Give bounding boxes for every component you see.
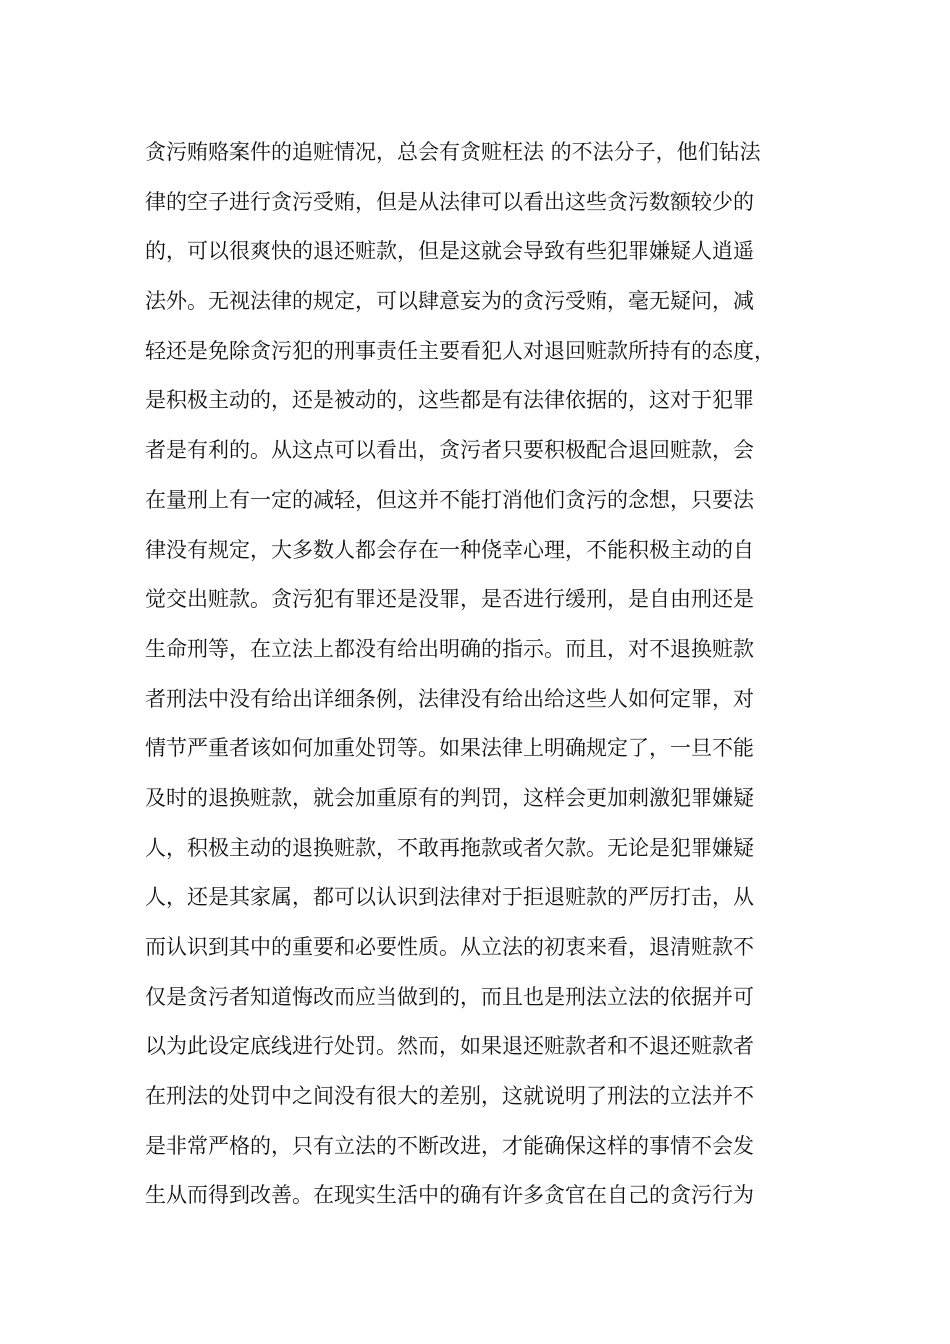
text-line: 人，还是其家属，都可以认识到法律对于拒退赃款的严厉打击，从 [145, 885, 754, 910]
text-line: 者是有利的。从这点可以看出，贪污者只要积极配合退回赃款，会 [145, 438, 754, 463]
text-line: 的，可以很爽快的退还赃款，但是这就会导致有些犯罪嫌疑人逍遥 [145, 239, 754, 264]
text-line: 法外。无视法律的规定，可以肆意妄为的贪污受贿，毫无疑问，减 [145, 289, 754, 314]
text-line: 在刑法的处罚中之间没有很大的差别，这就说明了刑法的立法并不 [145, 1084, 754, 1109]
text-line: 者刑法中没有给出详细条例，法律没有给出给这些人如何定罪，对 [145, 686, 754, 711]
text-line: 是积极主动的，还是被动的，这些都是有法律依据的，这对于犯罪 [145, 388, 754, 413]
text-line: 贪污贿赂案件的追赃情况，总会有贪赃枉法 的不法分子，他们钻法 [145, 140, 761, 164]
text-line: 仅是贪污者知道悔改而应当做到的，而且也是刑法立法的依据并可 [145, 984, 754, 1009]
text-line: 觉交出赃款。贪污犯有罪还是没罪，是否进行缓刑，是自由刑还是 [145, 587, 754, 612]
text-line: 情节严重者该如何加重处罚等。如果法律上明确规定了，一旦不能 [145, 736, 754, 761]
text-line: 以为此设定底线进行处罚。然而，如果退还赃款者和不退还赃款者 [145, 1034, 754, 1059]
text-line: 在量刑上有一定的减轻，但这并不能打消他们贪污的念想，只要法 [145, 487, 754, 512]
text-line: 而认识到其中的重要和必要性质。从立法的初衷来看，退清赃款不 [145, 935, 754, 959]
text-line: 及时的退换赃款，就会加重原有的判罚，这样会更加刺激犯罪嫌疑 [145, 785, 754, 810]
text-line: 律没有规定，大多数人都会存在一种侥幸心理，不能积极主动的自 [145, 537, 754, 562]
text-line: 生从而得到改善。在现实生活中的确有许多贪官在自己的贪污行为 [145, 1183, 754, 1208]
text-line: 是非常严格的，只有立法的不断改进，才能确保这样的事情不会发 [145, 1133, 754, 1158]
text-line: 生命刑等，在立法上都没有给出明确的指示。而且，对不退换赃款 [145, 636, 754, 661]
text-line: 律的空子进行贪污受贿，但是从法律可以看出这些贪污数额较少的 [145, 189, 754, 214]
body-text [145, 128, 815, 1221]
text-line: 轻还是免除贪污犯的刑事责任主要看犯人对退回赃款所持有的态度， [145, 338, 775, 363]
text-line: 人，积极主动的退换赃款，不敢再拖款或者欠款。无论是犯罪嫌疑 [145, 835, 754, 860]
